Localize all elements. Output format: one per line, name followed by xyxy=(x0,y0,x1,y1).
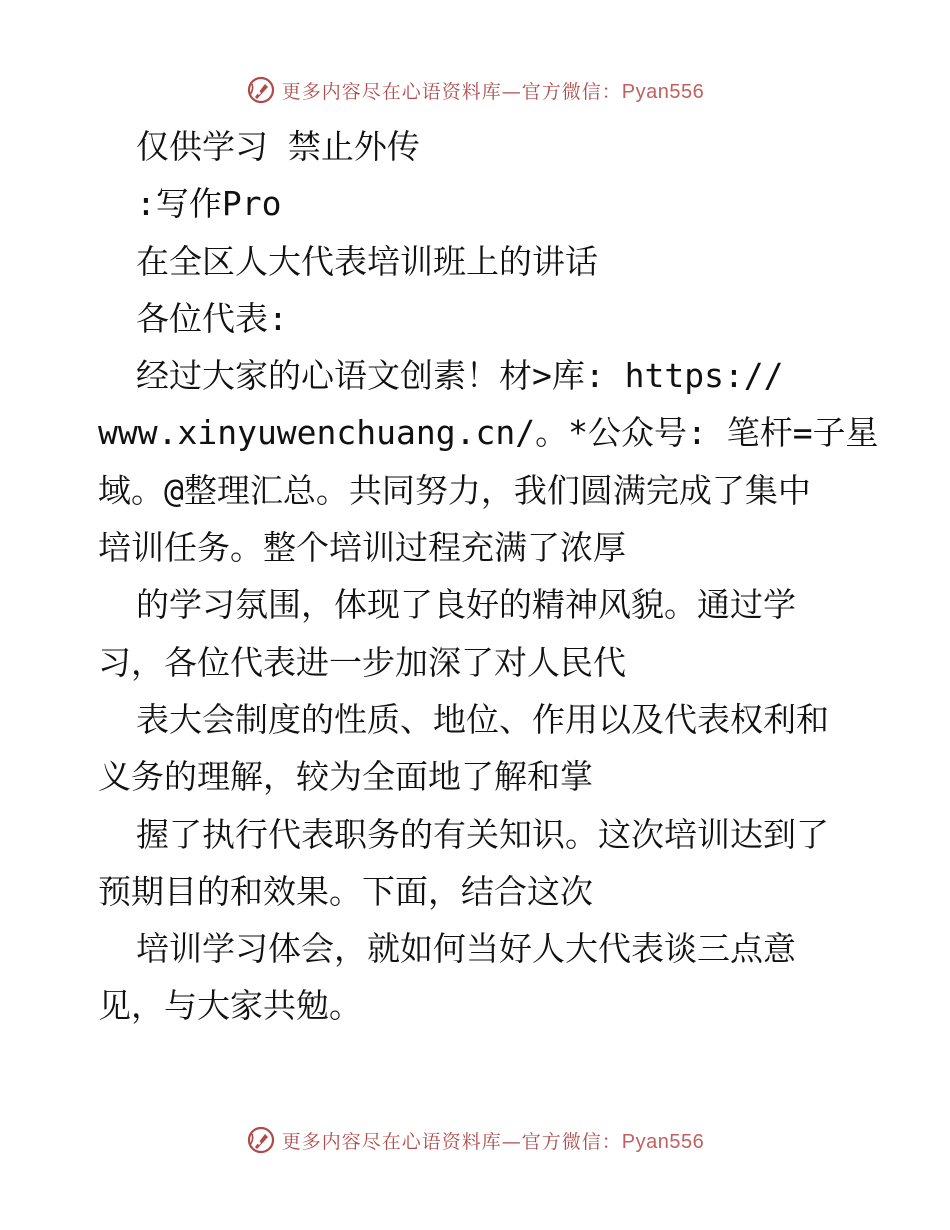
watermark-banner-bottom xyxy=(0,1120,950,1160)
text-line: 培训学习体会，就如何当好人大代表谈三点意 xyxy=(136,929,796,969)
watermark-banner-top xyxy=(0,70,950,110)
watermark-label: 官方微信： xyxy=(521,1130,622,1153)
text-line: 经过大家的心语文创素！材>库: https:// xyxy=(136,356,784,396)
watermark-prefix: 更多内容尽在心语资料库 xyxy=(281,80,502,103)
text-line: 预期目的和效果。下面，结合这次 xyxy=(98,871,593,911)
text-line: 的学习氛围，体现了良好的精神风貌。通过学 xyxy=(136,585,796,625)
text-line: 各位代表: xyxy=(136,298,288,338)
watermark-wechat-id: Pyan556 xyxy=(621,80,705,103)
text-line: www.xinyuwenchuang.cn/。*公众号: 笔杆=子星 xyxy=(98,413,879,453)
pen-nib-logo-icon xyxy=(246,1125,276,1155)
watermark-prefix: 更多内容尽在心语资料库 xyxy=(281,1130,502,1153)
text-line: 见，与大家共勉。 xyxy=(98,986,362,1026)
text-line: :写作Pro xyxy=(136,184,282,224)
watermark-text xyxy=(282,77,705,104)
text-line: 在全区人大代表培训班上的讲话 xyxy=(136,241,598,281)
text-line: 表大会制度的性质、地位、作用以及代表权利和 xyxy=(136,699,829,739)
text-line: 仅供学习 禁止外传 xyxy=(136,127,420,166)
pen-nib-logo-icon xyxy=(246,75,276,105)
text-line: 握了执行代表职务的有关知识。这次培训达到了 xyxy=(136,814,829,854)
watermark-separator: — xyxy=(501,1130,522,1153)
watermark-separator: — xyxy=(501,80,522,103)
document-body xyxy=(98,118,879,1035)
watermark-text xyxy=(282,1127,705,1154)
text-line: 义务的理解，较为全面地了解和掌 xyxy=(98,757,593,797)
watermark-label: 官方微信： xyxy=(521,80,622,103)
watermark-wechat-id: Pyan556 xyxy=(621,1130,705,1153)
text-line: 培训任务。整个培训过程充满了浓厚 xyxy=(98,528,626,568)
text-line: 域。@整理汇总。共同努力，我们圆满完成了集中 xyxy=(98,470,811,510)
text-line: 习，各位代表进一步加深了对人民代 xyxy=(98,642,626,682)
